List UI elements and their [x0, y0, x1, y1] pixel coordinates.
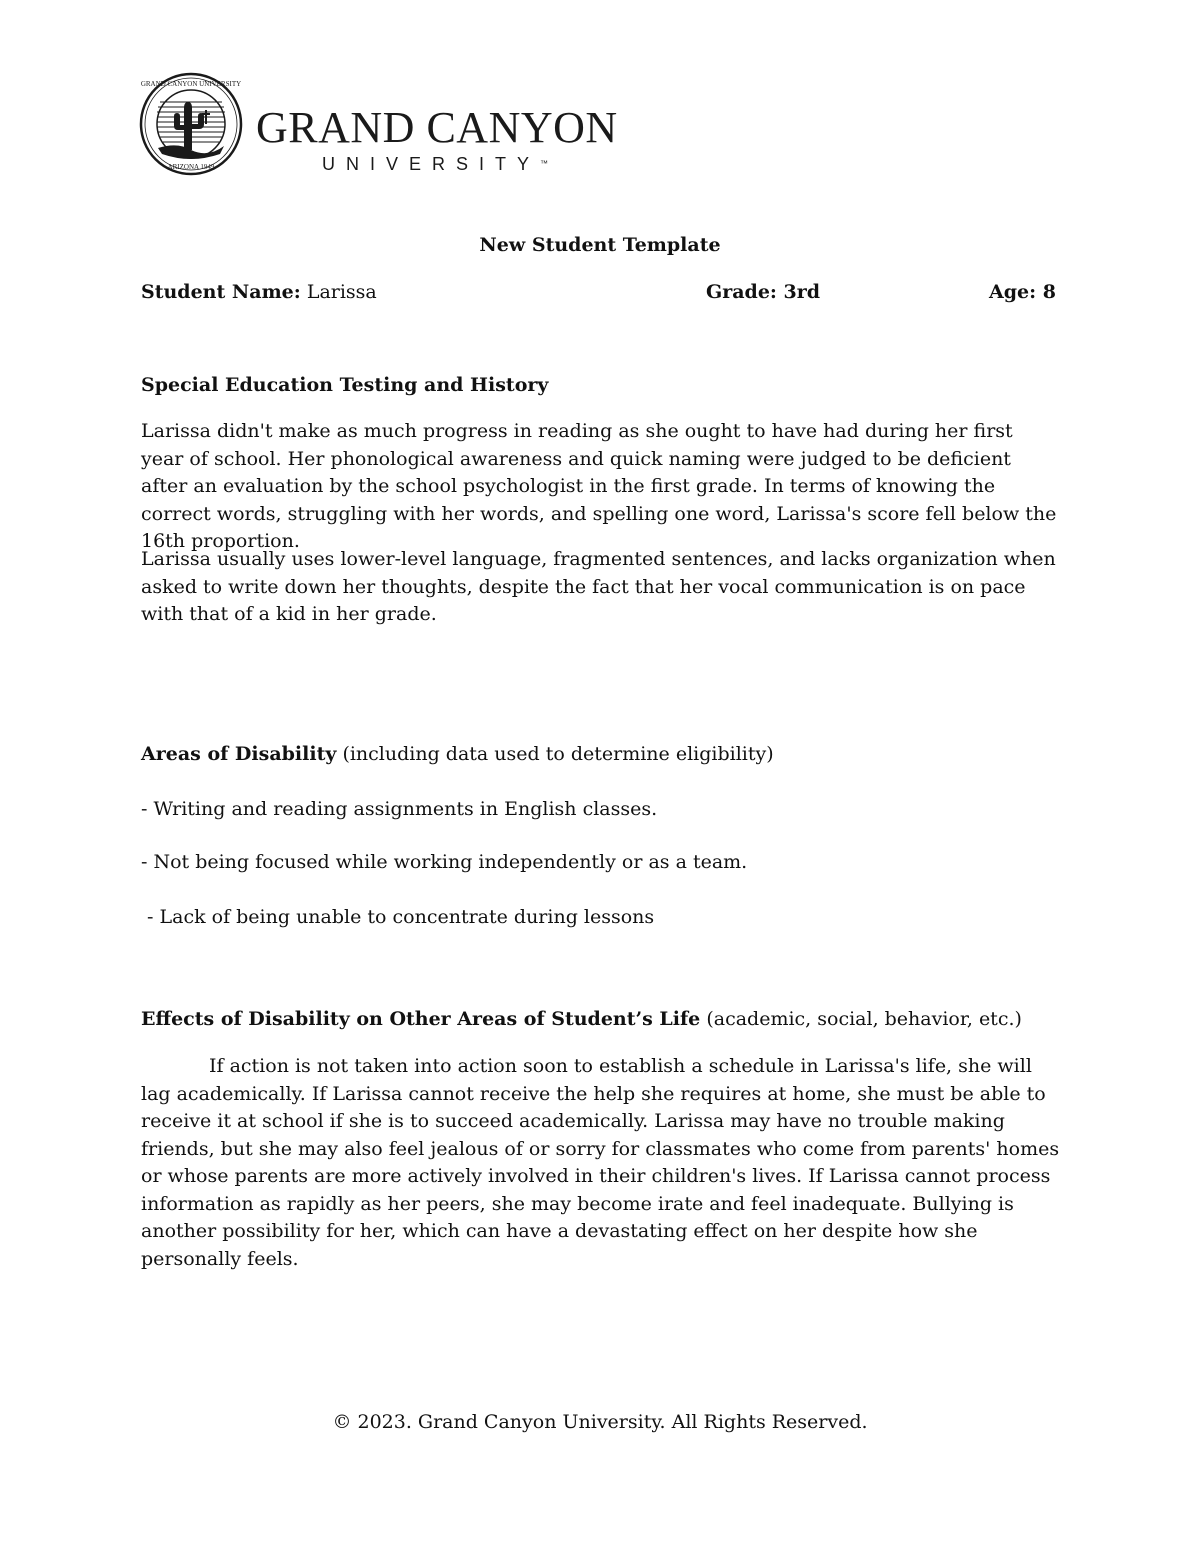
- student-grade: Grade: 3rd: [706, 281, 821, 303]
- testing-paragraph-2: Larissa usually uses lower-level language, fragmented sentences, and lacks organization when asked to write down her thoughts, despite the fact that her vocal communication is on pace with that of a kid in her grade.: [141, 548, 1056, 625]
- student-name-label: Student Name:: [141, 281, 301, 303]
- svg-text:ARIZONA 1949: ARIZONA 1949: [167, 163, 215, 171]
- student-age: Age: 8: [989, 281, 1056, 303]
- testing-paragraph-1: Larissa didn't make as much progress in reading as she ought to have had during her first year of school. Her phonological awareness and quick naming were judged to be deficient after an evaluation by the school psychologist in the first grade. In terms of knowing the correct words, struggling with her words, and spelling one word, Larissa's score fell below the 16th proportion.: [141, 420, 1057, 552]
- list-item: - Not being focused while working independently or as a team.: [141, 851, 748, 873]
- disability-heading-note: (including data used to determine eligibility): [342, 743, 774, 765]
- student-name: [141, 280, 377, 304]
- student-name-value: Larissa: [306, 281, 377, 303]
- list-item: - Writing and reading assignments in English classes.: [141, 798, 658, 820]
- svg-text:GRAND CANYON UNIVERSITY: GRAND CANYON UNIVERSITY: [140, 80, 242, 88]
- effects-heading-note: (academic, social, behavior, etc.): [706, 1008, 1022, 1030]
- gcu-logo: [138, 72, 628, 176]
- gcu-seal-icon: [138, 72, 244, 176]
- effects-paragraph: If action is not taken into action soon to establish a schedule in Larissa's life, she will lag academically. If Larissa cannot receive the help she requires at home, she must be able to receive it at school if she is to succeed academically. Larissa may have no trouble making friends, but she may also feel jealous of or sorry for classmates who come from parents' homes or whose parents are more actively involved in their children's lives. If Larissa cannot process information as rapidly as her peers, she may become irate and feel inadequate. Bullying is another possibility for her, which can have a devastating effect on her despite how she personally feels.: [141, 1055, 1060, 1270]
- logo-wordmark: GRAND CANYON: [256, 103, 618, 152]
- student-info-row: [141, 280, 1056, 306]
- page-title: New Student Template: [479, 234, 721, 256]
- disability-heading: Areas of Disability (including data used to determine eligibility): [141, 743, 774, 765]
- logo-subtitle: UNIVERSITY™: [322, 154, 549, 174]
- effects-heading: Effects of Disability on Other Areas of Student’s Life (academic, social, behavior, etc.): [141, 1008, 1022, 1030]
- testing-heading: Special Education Testing and History: [141, 374, 549, 396]
- copyright-footer: © 2023. Grand Canyon University. All Rights Reserved.: [332, 1411, 868, 1433]
- list-item: - Lack of being unable to concentrate during lessons: [141, 906, 655, 928]
